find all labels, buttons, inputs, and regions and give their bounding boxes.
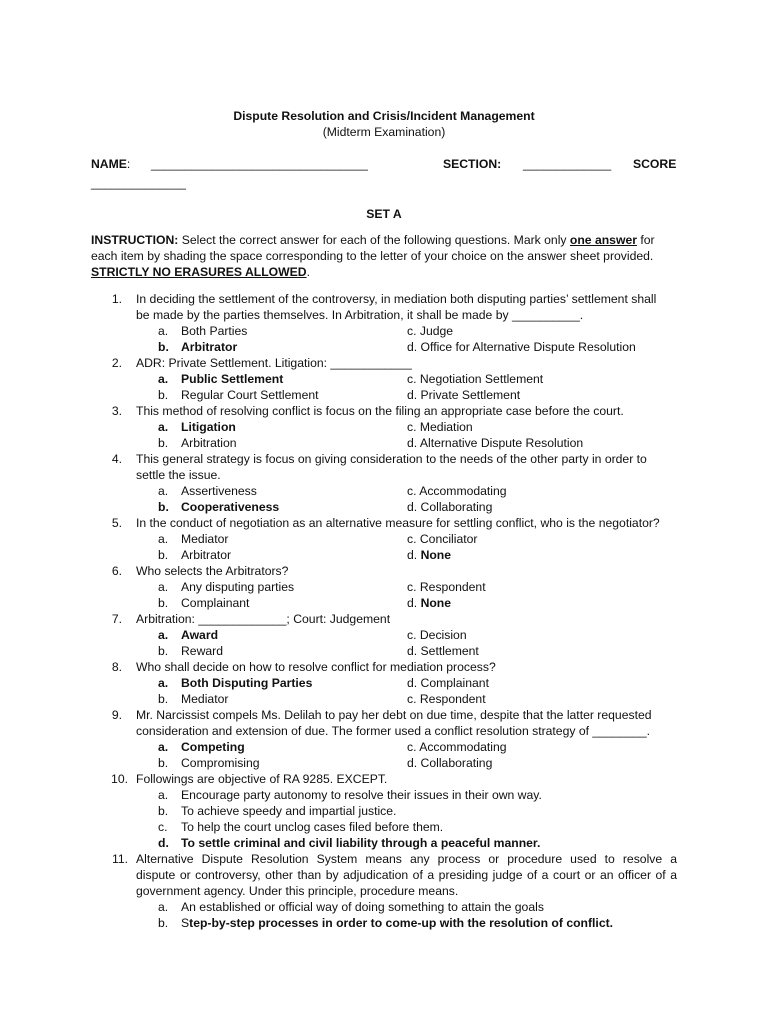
choice-letter: a. — [158, 788, 169, 802]
choice-answer-row — [181, 915, 613, 931]
question-text: This method of resolving conflict is focus on the filing an appropriate case before the court. — [136, 404, 624, 418]
choice-letter: a. — [158, 580, 169, 594]
choice-text: d. Collaborating — [407, 500, 493, 514]
choice-text: d. Office for Alternative Dispute Resolution — [407, 340, 636, 354]
score-label: SCORE — [633, 157, 677, 171]
instruction-emphasis: one answer — [569, 233, 637, 247]
choice-text: Regular Court Settlement — [181, 388, 319, 402]
choice-letter: a. — [158, 420, 169, 434]
question-text: consideration and extension of due. The former used a conflict resolution strategy of ________. — [136, 724, 651, 738]
choice-letter: b. — [158, 692, 169, 706]
choice-letter: d. — [158, 836, 169, 850]
instruction-label: INSTRUCTION: — [91, 233, 179, 247]
choice-text: d. Collaborating — [407, 756, 493, 770]
question-text: In the conduct of negotiation as an alternative measure for settling conflict, who is the negotiator? — [136, 516, 660, 530]
instruction-line-1 — [91, 232, 655, 248]
choice-text: d. Alternative Dispute Resolution — [407, 436, 584, 450]
choice-answer: Both Disputing Parties — [181, 676, 313, 690]
choice-answer-start: S — [181, 916, 190, 930]
choice-text: c. Conciliator — [407, 532, 478, 546]
choice-answer: None — [420, 596, 452, 610]
question-text: government agency. Under this principle, procedure means. — [136, 884, 459, 898]
choice-letter: a. — [158, 676, 169, 690]
question-text: Followings are objective of RA 9285. EXCEPT. — [136, 772, 388, 786]
choice-text: Mediator — [181, 692, 229, 706]
choice-letter: b. — [158, 340, 169, 354]
choice-answer: Competing — [181, 740, 245, 754]
choice-answer-row — [407, 595, 451, 611]
choice-letter: b. — [158, 388, 169, 402]
question-number: 8. — [111, 660, 122, 674]
warning-period: . — [306, 265, 310, 279]
choice-text: To achieve speedy and impartial justice. — [181, 804, 397, 818]
question-number: 4. — [111, 452, 122, 466]
choice-text: Arbitrator — [181, 548, 232, 562]
choice-text: c. Mediation — [407, 420, 473, 434]
choice-letter: b. — [158, 436, 169, 450]
choice-text: Compromising — [181, 756, 260, 770]
choice-letter: d. — [407, 596, 418, 610]
question-text: Arbitration: _____________; Court: Judgement — [136, 612, 391, 626]
choice-text: c. Negotiation Settlement — [407, 372, 544, 386]
choice-answer: Litigation — [181, 420, 236, 434]
exam-subtitle: (Midterm Examination) — [322, 125, 446, 139]
choice-text: To help the court unclog cases filed before them. — [181, 820, 444, 834]
choice-letter: b. — [158, 596, 169, 610]
choice-letter: a. — [158, 628, 169, 642]
question-number: 6. — [111, 564, 122, 578]
choice-answer: Award — [181, 628, 219, 642]
name-field — [91, 156, 130, 172]
choice-letter: b. — [158, 500, 169, 514]
question-text: Alternative Dispute Resolution System means any process or procedure used to resolve a — [136, 852, 677, 866]
question-text: ADR: Private Settlement. Litigation: ____________ — [136, 356, 412, 370]
choice-text: Assertiveness — [181, 484, 257, 498]
question-text: dispute or controversy, other than by adjudication of a presiding judge of a court or an officer of a — [136, 868, 677, 882]
choice-letter: a. — [158, 740, 169, 754]
instruction-text: Select the correct answer for each of the following questions. Mark only — [178, 233, 570, 247]
question-text: Who shall decide on how to resolve conflict for mediation process? — [136, 660, 496, 674]
choice-text: d. Private Settlement — [407, 388, 521, 402]
question-number: 1. — [111, 292, 122, 306]
choice-letter: a. — [158, 484, 169, 498]
choice-answer: tep-by-step processes in order to come-up with the resolution of conflict. — [189, 916, 614, 930]
choice-text: c. Decision — [407, 628, 467, 642]
choice-text: d. Settlement — [407, 644, 479, 658]
question-number: 9. — [111, 708, 122, 722]
choice-letter: b. — [158, 804, 169, 818]
choice-letter: b. — [158, 644, 169, 658]
set-label: SET A — [366, 207, 402, 221]
choice-answer: Public Settlement — [181, 372, 284, 386]
question-number: 7. — [111, 612, 122, 626]
question-text: This general strategy is focus on giving consideration to the needs of the other party in order to — [136, 452, 647, 466]
choice-letter: c. — [158, 820, 168, 834]
exam-title: Dispute Resolution and Crisis/Incident Management — [233, 109, 535, 123]
choice-answer: Cooperativeness — [181, 500, 280, 514]
choice-answer: None — [420, 548, 452, 562]
choice-text: Arbitration — [181, 436, 237, 450]
question-number: 2. — [111, 356, 122, 370]
question-number: 3. — [111, 404, 122, 418]
instruction-line-2: each item by shading the space corresponding to the letter of your choice on the answer sheet provided. — [91, 249, 654, 263]
choice-text: c. Respondent — [407, 580, 486, 594]
question-number: 11. — [111, 852, 128, 866]
instruction-warning — [91, 264, 310, 280]
section-blank: _____________ — [523, 157, 612, 171]
choice-text: c. Accommodating — [407, 484, 507, 498]
question-text: be made by the parties themselves. In Arbitration, it shall be made by __________. — [136, 308, 584, 322]
choice-text: Mediator — [181, 532, 229, 546]
choice-letter: a. — [158, 532, 169, 546]
choice-answer: Arbitrator — [181, 340, 238, 354]
choice-text: An established or official way of doing something to attain the goals — [181, 900, 544, 914]
choice-text: Both Parties — [181, 324, 248, 338]
choice-letter: a. — [158, 324, 169, 338]
choice-answer: To settle criminal and civil liability through a peaceful manner. — [181, 836, 541, 850]
choice-letter: a. — [158, 900, 169, 914]
choice-text: Encourage party autonomy to resolve their issues in their own way. — [181, 788, 542, 802]
choice-letter: d. — [407, 548, 418, 562]
warning-text: STRICTLY NO ERASURES ALLOWED — [91, 265, 307, 279]
choice-letter: b. — [158, 916, 169, 930]
name-colon: : — [126, 157, 131, 171]
question-text: In deciding the settlement of the controversy, in mediation both disputing parties’ settlement shall — [136, 292, 657, 306]
question-text: settle the issue. — [136, 468, 221, 482]
choice-letter: b. — [158, 756, 169, 770]
name-label: NAME — [91, 157, 127, 171]
choice-text: c. Accommodating — [407, 740, 507, 754]
question-text: Mr. Narcissist compels Ms. Delilah to pay her debt on due time, despite that the latter requested — [136, 708, 652, 722]
section-label: SECTION: — [443, 157, 502, 171]
choice-text: c. Respondent — [407, 692, 486, 706]
name-blank: ________________________________ — [151, 157, 368, 171]
question-number: 10. — [111, 772, 128, 786]
choice-text: c. Judge — [407, 324, 454, 338]
choice-answer-row — [407, 547, 451, 563]
choice-text: Complainant — [181, 596, 250, 610]
choice-letter: b. — [158, 548, 169, 562]
choice-text: Reward — [181, 644, 223, 658]
choice-text: d. Complainant — [407, 676, 489, 690]
score-blank: ______________ — [91, 176, 186, 190]
instruction-text-end: for — [636, 233, 655, 247]
choice-text: Any disputing parties — [181, 580, 295, 594]
question-text: Who selects the Arbitrators? — [136, 564, 289, 578]
choice-letter: a. — [158, 372, 169, 386]
question-number: 5. — [111, 516, 122, 530]
